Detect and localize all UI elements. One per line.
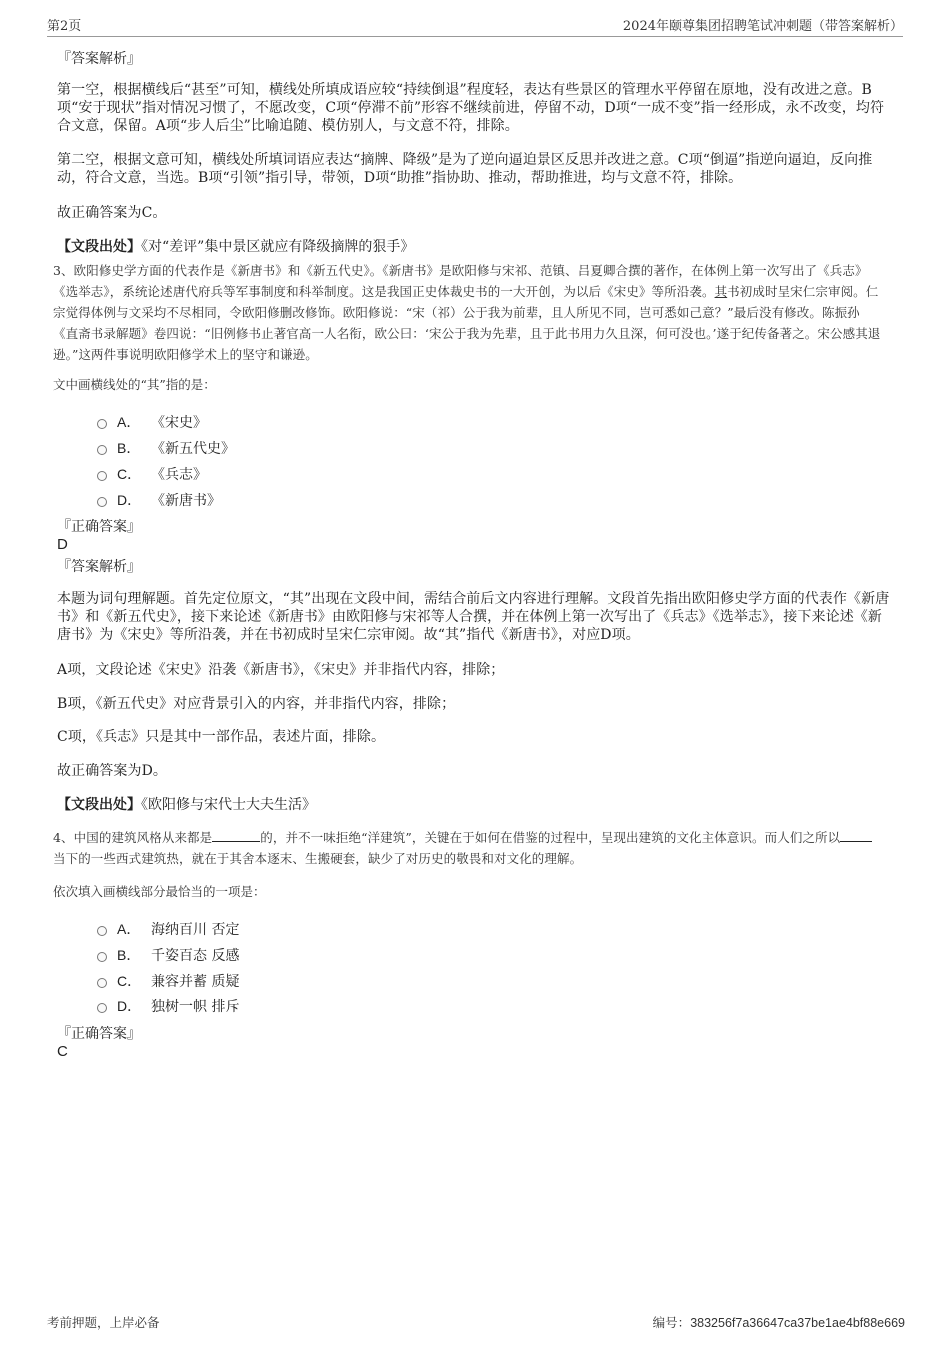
source-label: 【文段出处】 — [57, 797, 141, 813]
option-letter: B． — [117, 947, 141, 963]
option-a[interactable] — [97, 919, 239, 939]
analysis-paragraph: 第一空，根据横线后“甚至”可知，横线处所填成语应较“持续倒退”程度轻，表达有些景区的管理水平停留在原地，没有改进之意。B项“安于现状”指对情况习惯了，不愿改变，C项“停滞不前”形容不继续前进，停留不动，D项“一成不变”指一经形成，永不改变，均符合文意，保留。A项“步人后尘”比喻追随、模仿别人，与文意不符，排除。 — [57, 82, 885, 134]
fill-blank — [212, 827, 260, 842]
question-prompt: 依次填入画横线部分最恰当的一项是： — [53, 884, 266, 899]
option-letter: D． — [117, 492, 142, 508]
analysis-conclusion: 故正确答案为D。 — [57, 763, 168, 779]
option-d[interactable] — [97, 490, 221, 510]
stem-text: 4、中国的建筑风格从来都是 — [53, 830, 213, 845]
radio-button[interactable] — [97, 471, 107, 481]
analysis-line: A项，文段论述《宋史》沿袭《新唐书》，《宋史》并非指代内容，排除； — [57, 662, 505, 678]
stem-text: 3、欧阳修史学方面的代表作是《新唐书》和《新五代史》。《新唐书》是欧阳修与宋祁、范镇、吕夏卿合撰的著作，在体例上第一次写出了《兵志》《选举志》，系统论述唐代府兵等军事制度和科举制度。这是我国正史体裁史书的一大开创，为以后《宋史》等所沿袭。 — [53, 263, 868, 299]
option-c[interactable] — [97, 971, 239, 991]
analysis-line: B项，《新五代史》对应背景引入的内容，并非指代内容，排除； — [57, 696, 456, 712]
option-text: 《宋史》 — [151, 415, 207, 431]
page-footer — [47, 1313, 905, 1331]
footer-slogan: 考前押题，上岸必备 — [47, 1315, 160, 1330]
option-text: 《新五代史》 — [151, 441, 235, 457]
stem-text: 书初成时呈宋仁宗审阅。仁宗觉得体例与文采均不尽相同，令欧阳修删改修饰。欧阳修说：“宋（祁）公于我为前辈，且人所见不同，岂可悉如己意？”最后没有修改。陈振孙《直斋书录解题》卷四说：“旧例修书止著官高一人名衔，欧公曰：‘宋公于我为先辈，且于此书用力久且深，何可没也。’遂于纪传备著之。宋公感其退逊。”这两件事说明欧阳修学术上的坚守和谦逊。 — [53, 284, 881, 362]
option-b[interactable] — [97, 438, 235, 458]
option-letter: A． — [117, 414, 141, 430]
page-number: 第2页 — [47, 19, 82, 34]
source-title: 《对“差评”集中景区就应有降级摘牌的狠手》 — [141, 239, 415, 255]
source-citation — [57, 794, 316, 814]
question-stem — [53, 260, 883, 365]
radio-button[interactable] — [97, 952, 107, 962]
option-letter: A． — [117, 921, 141, 937]
option-text: 海纳百川 否定 — [151, 922, 240, 938]
question-stem — [53, 827, 883, 869]
analysis-paragraph: 第二空，根据文意可知，横线处所填词语应表达“摘牌、降级”是为了逆向逼迫景区反思并改进之意。C项“倒逼”指逆向逼迫，反向推动，符合文意，当选。B项“引领”指引导，带领，D项“助推”指协助、推动，帮助推进，均与文意不符，排除。 — [57, 152, 873, 186]
page-header — [47, 14, 903, 37]
option-b[interactable] — [97, 945, 239, 965]
radio-button[interactable] — [97, 497, 107, 507]
radio-button[interactable] — [97, 1003, 107, 1013]
option-c[interactable] — [97, 464, 207, 484]
radio-button[interactable] — [97, 926, 107, 936]
correct-answer: D — [57, 536, 68, 553]
option-a[interactable] — [97, 412, 207, 432]
option-text: 《兵志》 — [151, 467, 207, 483]
analysis-paragraph: 本题为词句理解题。首先定位原文，“其”出现在文段中间，需结合前后文内容进行理解。文段首先指出欧阳修史学方面的代表作《新唐书》和《新五代史》，接下来论述《新唐书》由欧阳修与宋祁等人合撰，并在体例上第一次写出了《兵志》《选举志》，接下来论述《新唐书》为《宋史》等所沿袭，并在书初成时呈宋仁宗审阅。故“其”指代《新唐书》，对应D项。 — [57, 591, 890, 643]
option-letter: C． — [117, 466, 142, 482]
document-title: 2024年颐尊集团招聘笔试冲刺题（带答案解析） — [622, 19, 903, 34]
source-title: 《欧阳修与宋代士大夫生活》 — [141, 797, 316, 813]
option-text: 独树一帜 排斥 — [151, 999, 240, 1015]
fill-blank — [840, 827, 872, 842]
analysis-label: 『答案解析』 — [57, 51, 141, 67]
stem-text: 的，并不一味拒绝“洋建筑”，关键在于如何在借鉴的过程中，呈现出建筑的文化主体意识。而人们之所以 — [260, 830, 841, 845]
option-text: 《新唐书》 — [151, 493, 221, 509]
radio-button[interactable] — [97, 445, 107, 455]
option-text: 千姿百态 反感 — [151, 948, 240, 964]
analysis-line: C项，《兵志》只是其中一部作品，表述片面，排除。 — [57, 729, 386, 745]
source-label: 【文段出处】 — [57, 239, 141, 255]
analysis-conclusion: 故正确答案为C。 — [57, 205, 167, 221]
code-label: 编号： — [652, 1315, 691, 1330]
question-prompt: 文中画横线处的“其”指的是： — [53, 377, 216, 392]
document-code — [653, 1313, 905, 1331]
option-letter: C． — [117, 973, 142, 989]
option-text: 兼容并蓄 质疑 — [151, 974, 240, 990]
correct-answer: C — [57, 1043, 68, 1060]
option-d[interactable] — [97, 996, 239, 1016]
stem-text: 当下的一些西式建筑热，就在于其舍本逐末、生搬硬套，缺少了对历史的敬畏和对文化的理解。 — [53, 851, 583, 866]
correct-answer-label: 『正确答案』 — [57, 519, 141, 535]
source-citation — [57, 236, 414, 256]
code-value: 383256f7a36647ca37be1ae4bf88e669 — [690, 1316, 905, 1330]
correct-answer-label: 『正确答案』 — [57, 1026, 141, 1042]
radio-button[interactable] — [97, 978, 107, 988]
underlined-word: 其 — [714, 284, 728, 299]
option-letter: D． — [117, 998, 142, 1014]
radio-button[interactable] — [97, 419, 107, 429]
analysis-label: 『答案解析』 — [57, 559, 141, 575]
option-letter: B． — [117, 440, 141, 456]
